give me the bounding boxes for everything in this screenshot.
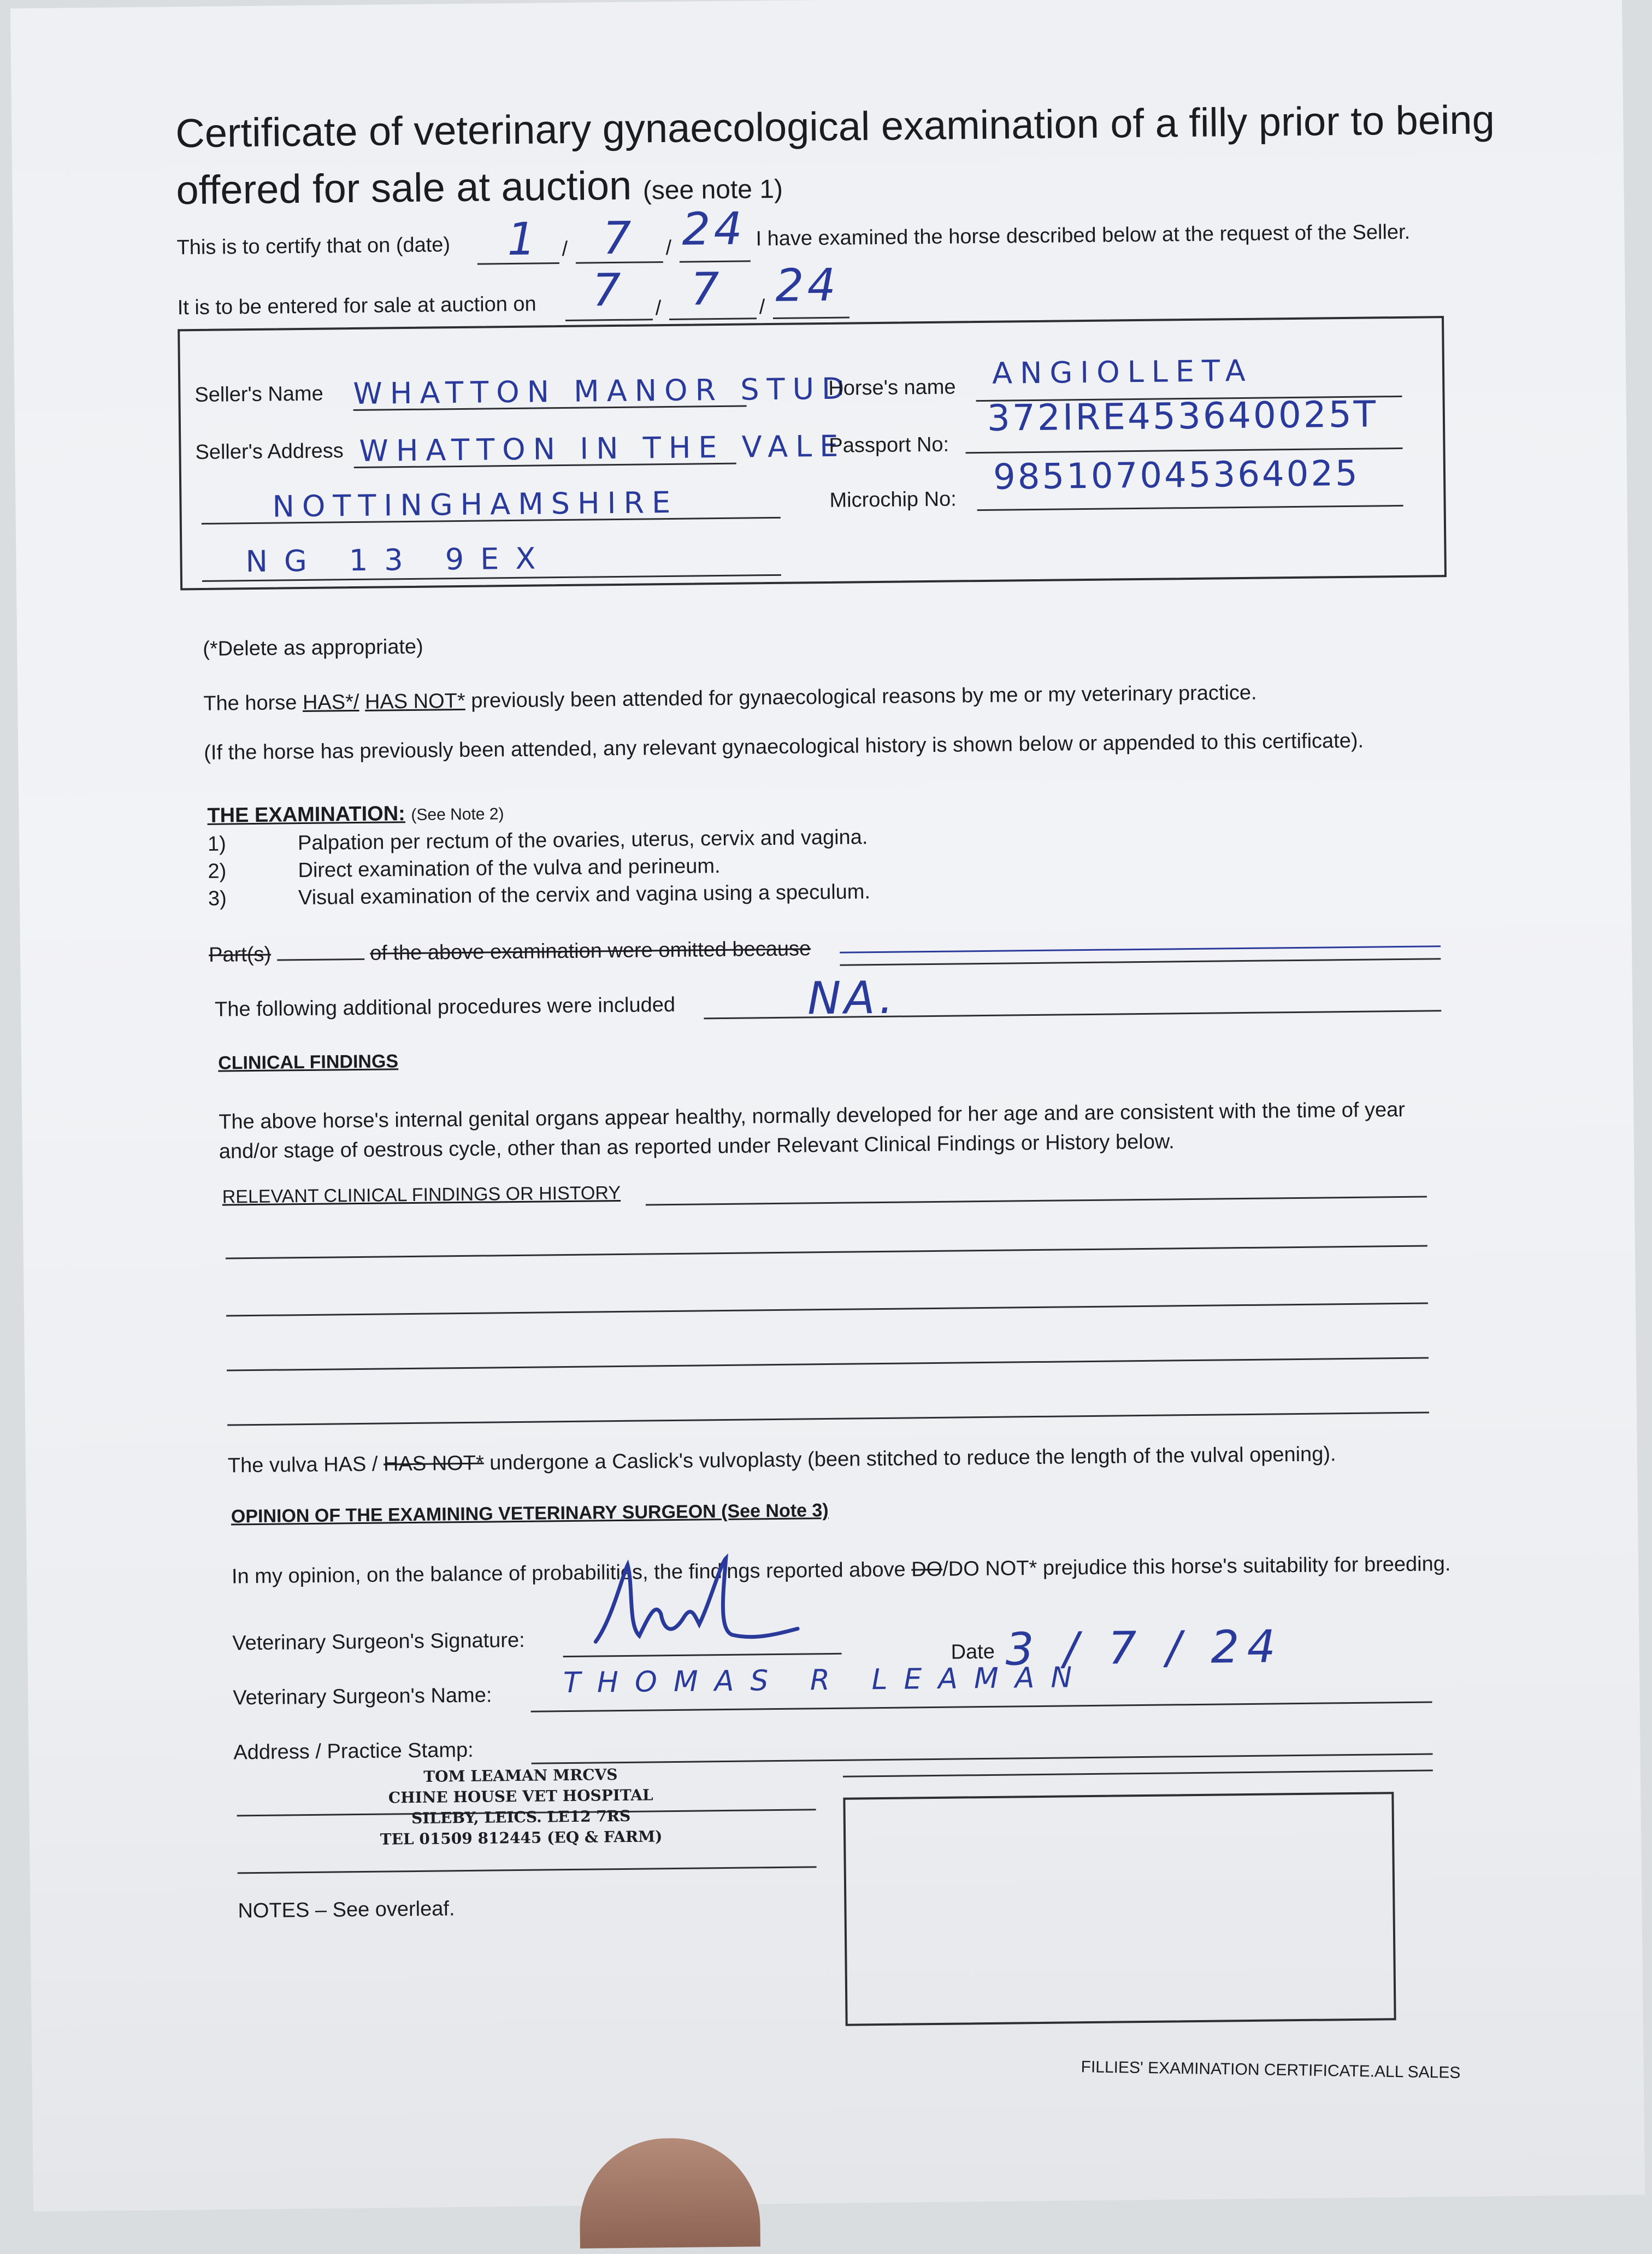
additional-label: The following additional procedures were included — [214, 993, 676, 1021]
exam-item-2-num: 2) — [208, 860, 227, 883]
history-note: (If the horse has previously been attended, any relevant gynaecological history is shown below or appended to this certificate). — [204, 729, 1364, 764]
auction-day-line — [565, 319, 653, 321]
microchip-value: 985107045364025 — [993, 453, 1360, 498]
examination-heading-row — [207, 801, 504, 828]
exam-item-1-text: Palpation per rectum of the ovaries, uterus, cervix and vagina. — [297, 826, 868, 855]
title-note: (see note 1) — [642, 174, 783, 205]
exam-item-2-text: Direct examination of the vulva and perineum. — [298, 855, 721, 882]
relevant-line-0 — [646, 1196, 1427, 1206]
page-title — [175, 91, 1515, 225]
stamp-line-2: CHINE HOUSE VET HOSPITAL — [388, 1786, 653, 1807]
date-value: 3 / 7 / 24 — [1005, 1621, 1284, 1676]
attended-statement — [203, 681, 1257, 716]
practice-stamp — [379, 1764, 664, 1850]
seller-address-value-2: NOTTINGHAMSHIRE — [272, 485, 678, 524]
clinical-heading: CLINICAL FINDINGS — [218, 1051, 399, 1074]
address-line-3 — [238, 1866, 817, 1874]
date-label: Date — [951, 1640, 995, 1664]
certify-suffix: I have examined the horse described below at the request of the Seller. — [756, 220, 1411, 251]
delete-note: (*Delete as appropriate) — [203, 635, 423, 661]
horse-name-label: Horse's name — [828, 375, 956, 400]
attended-prefix: The horse — [203, 691, 297, 715]
seller-address-label: Seller's Address — [195, 439, 344, 464]
stamp-box — [843, 1792, 1396, 2026]
omitted-statement — [209, 937, 811, 967]
microchip-label: Microchip No: — [829, 487, 957, 512]
certify-month-value: 7 — [602, 212, 635, 265]
examination-heading: THE EXAMINATION: — [207, 802, 406, 827]
clinical-text: The above horse's internal genital organs appear healthy, normally developed for her age and are consistent with the time of year and/or stage of oestrous cycle, other than as reported under Relevant Clinical Findings or History below. — [219, 1098, 1406, 1163]
exam-item-3-num: 3) — [208, 887, 227, 910]
slash: / — [759, 296, 765, 319]
seller-name-label: Seller's Name — [194, 382, 323, 407]
vulva-has-not-struck: HAS NOT* — [383, 1451, 484, 1476]
additional-value: NA. — [807, 972, 897, 1025]
vulva-sep: / — [366, 1452, 384, 1476]
attended-has-not: HAS NOT* — [364, 689, 465, 714]
certify-year-value: 24 — [681, 203, 746, 256]
passport-label: Passport No: — [829, 433, 949, 457]
slash: / — [562, 237, 568, 261]
thumb — [579, 2137, 760, 2248]
signature-label: Veterinary Surgeon's Signature: — [232, 1628, 525, 1655]
exam-item-1-num: 1) — [207, 832, 227, 856]
certify-year-line — [680, 260, 751, 262]
opinion-do-struck: DO — [911, 1557, 943, 1581]
slash: / — [655, 297, 662, 320]
certify-day-value: 1 — [506, 213, 540, 266]
slash: / — [665, 236, 672, 260]
auction-year-value: 24 — [775, 259, 840, 312]
address-line-1 — [532, 1753, 1433, 1764]
relevant-line-2 — [226, 1303, 1428, 1317]
vulva-has: HAS — [323, 1452, 367, 1476]
opinion-suffix: /DO NOT* prejudice this horse's suitability for breeding. — [942, 1552, 1451, 1581]
surgeon-name-value: THOMAS R LEAMAN — [563, 1661, 1089, 1700]
surgeon-name-line — [531, 1701, 1432, 1712]
omitted-struck-line — [840, 945, 1441, 954]
opinion-heading: OPINION OF THE EXAMINING VETERINARY SURGEON (See Note 3) — [231, 1500, 829, 1527]
passport-value: 372IRE453640025T — [987, 393, 1378, 439]
attended-has-struck: HAS* — [302, 691, 354, 715]
omitted-reason-line — [840, 958, 1441, 966]
relevant-line-4 — [227, 1412, 1429, 1426]
footer-label: FILLIES' EXAMINATION CERTIFICATE.ALL SALES — [1081, 2058, 1461, 2082]
examination-note: (See Note 2) — [411, 805, 504, 824]
seller-name-value: WHATTON MANOR STUD — [353, 371, 852, 411]
auction-month-line — [669, 317, 757, 320]
auction-prefix: It is to be entered for sale at auction on — [177, 292, 536, 320]
address-stamp-label: Address / Practice Stamp: — [233, 1738, 474, 1764]
omitted-text: of the above examination were omitted because — [370, 937, 811, 965]
auction-month-value: 7 — [690, 263, 723, 316]
omitted-parts-struck: Part(s) — [208, 943, 272, 967]
certificate-page — [10, 0, 1645, 2211]
vulva-suffix: undergone a Caslick's vulvoplasty (been stitched to reduce the length of the vulval opening). — [489, 1443, 1336, 1475]
auction-day-value: 7 — [592, 264, 625, 317]
seller-address-value-3: NG 13 9EX — [245, 541, 552, 579]
attended-suffix: previously been attended for gynaecological reasons by me or my veterinary practice. — [471, 681, 1257, 713]
attended-sep: / — [353, 690, 359, 714]
seller-address-value-1: WHATTON IN THE VALE — [359, 428, 846, 468]
notes-label: NOTES – See overleaf. — [238, 1897, 455, 1923]
surgeon-name-label: Veterinary Surgeon's Name: — [233, 1684, 492, 1710]
title-main: Certificate of veterinary gynaecological examination of a filly prior to being offered for sale at auction — [175, 97, 1495, 213]
horse-name-value: ANGIOLLETA — [992, 353, 1254, 391]
vulva-prefix: The vulva — [227, 1453, 318, 1478]
address-line-right — [843, 1769, 1433, 1777]
certify-prefix: This is to certify that on (date) — [176, 233, 451, 260]
stamp-line-3: SILEBY, LEICS. LE12 7RS — [411, 1806, 631, 1828]
vulva-statement — [228, 1443, 1336, 1478]
signature-scribble — [589, 1552, 820, 1658]
opinion-statement — [232, 1551, 1472, 1590]
relevant-line-1 — [226, 1245, 1427, 1260]
relevant-line-3 — [227, 1357, 1429, 1372]
relevant-heading: RELEVANT CLINICAL FINDINGS OR HISTORY — [222, 1182, 621, 1208]
exam-item-3-text: Visual examination of the cervix and vagina using a speculum. — [298, 880, 871, 910]
opinion-prefix: In my opinion, on the balance of probabilities, the findings reported above — [231, 1558, 906, 1588]
stamp-line-1: TOM LEAMAN MRCVS — [423, 1765, 618, 1786]
stamp-line-4: TEL 01509 812445 (EQ & FARM) — [380, 1827, 663, 1849]
auction-year-line — [773, 317, 849, 319]
